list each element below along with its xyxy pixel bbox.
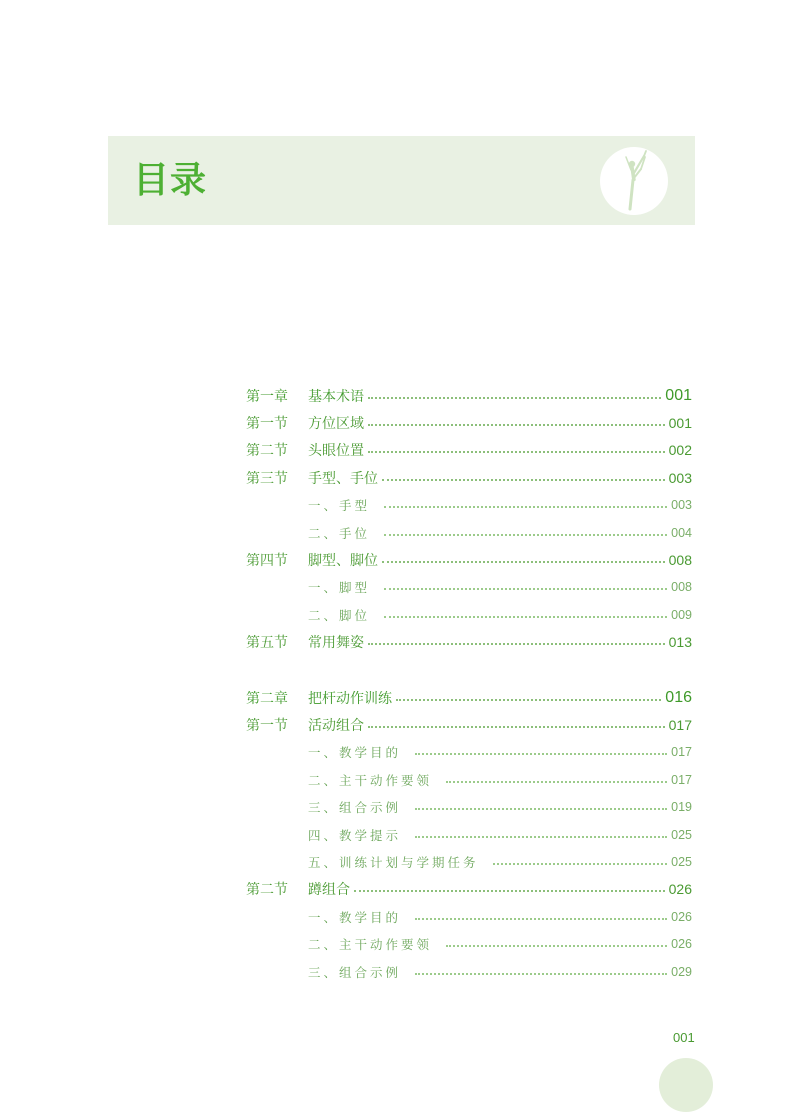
dot-leader (354, 890, 665, 892)
item-title: 三、组合示例 (308, 800, 402, 816)
item-page: 004 (671, 525, 692, 540)
toc-item[interactable] (246, 601, 692, 628)
dot-leader (384, 534, 667, 536)
section-page: 003 (668, 469, 692, 486)
section-page: 002 (668, 442, 692, 459)
section-page: 017 (668, 716, 692, 733)
item-page: 019 (671, 800, 692, 815)
section-title: 头眼位置 (308, 443, 364, 460)
item-page: 025 (671, 827, 692, 842)
chapter-page: 016 (665, 688, 692, 706)
dot-leader (396, 699, 661, 701)
chapter-title: 把杆动作训练 (308, 690, 392, 707)
dot-leader (415, 808, 667, 810)
section-title: 常用舞姿 (308, 635, 364, 652)
chapter-title: 基本术语 (308, 388, 364, 405)
section-page: 008 (668, 552, 692, 569)
toc-item[interactable] (246, 793, 692, 820)
section-label: 第三节 (246, 470, 288, 487)
chapter-gap (246, 656, 692, 684)
section-label: 第一节 (246, 416, 288, 433)
section-title: 蹲组合 (308, 882, 350, 899)
item-title: 二、主干动作要领 (308, 937, 433, 953)
toc-item[interactable] (246, 492, 692, 519)
item-title: 五、训练计划与学期任务 (308, 854, 479, 870)
toc-item[interactable] (246, 903, 692, 930)
dot-leader (446, 781, 667, 783)
page-number: 001 (673, 1030, 695, 1045)
section-title: 手型、手位 (308, 470, 378, 487)
dot-leader (368, 397, 661, 399)
section-page: 013 (668, 634, 692, 651)
item-page: 017 (671, 745, 692, 760)
section-label: 第五节 (246, 635, 288, 652)
toc-item[interactable] (246, 930, 692, 957)
toc-section[interactable] (246, 711, 692, 738)
dot-leader (415, 973, 667, 975)
item-page: 009 (671, 607, 692, 622)
toc-item[interactable] (246, 574, 692, 601)
toc-item[interactable] (246, 766, 692, 793)
item-page: 017 (671, 772, 692, 787)
chapter-label: 第一章 (246, 388, 288, 405)
toc-chapter-2[interactable] (246, 684, 692, 711)
toc-section[interactable] (246, 437, 692, 464)
item-page: 003 (671, 498, 692, 513)
section-label: 第二节 (246, 882, 288, 899)
toc-item[interactable] (246, 739, 692, 766)
item-title: 一、手型 (308, 498, 371, 514)
toc-item[interactable] (246, 958, 692, 985)
dot-leader (368, 424, 665, 426)
dot-leader (384, 588, 667, 590)
section-label: 第一节 (246, 717, 288, 734)
section-title: 脚型、脚位 (308, 553, 378, 570)
item-title: 三、组合示例 (308, 964, 402, 980)
dot-leader (384, 506, 667, 508)
toc-item[interactable] (246, 848, 692, 875)
chapter-page: 001 (665, 386, 692, 404)
section-label: 第四节 (246, 553, 288, 570)
item-title: 二、手位 (308, 525, 371, 541)
toc-item[interactable] (246, 821, 692, 848)
dot-leader (415, 836, 667, 838)
section-page: 026 (668, 881, 692, 898)
dancer-emblem (600, 147, 668, 215)
dot-leader (446, 945, 667, 947)
toc-section[interactable] (246, 546, 692, 573)
dancer-icon (600, 147, 668, 215)
dot-leader (493, 863, 668, 865)
dot-leader (415, 918, 667, 920)
item-page: 029 (671, 964, 692, 979)
item-page: 026 (671, 909, 692, 924)
page-title: 目录 (133, 160, 208, 201)
item-title: 二、脚位 (308, 607, 371, 623)
section-page: 001 (668, 415, 692, 432)
item-title: 一、脚型 (308, 580, 371, 596)
item-title: 四、教学提示 (308, 827, 402, 843)
chapter-label: 第二章 (246, 690, 288, 707)
item-title: 一、教学目的 (308, 745, 402, 761)
toc-chapter-1[interactable] (246, 382, 692, 409)
toc-section[interactable] (246, 409, 692, 436)
item-page: 025 (671, 854, 692, 869)
dot-leader (384, 616, 667, 618)
section-label: 第二节 (246, 443, 288, 460)
table-of-contents (246, 382, 692, 985)
dot-leader (382, 561, 665, 563)
dot-leader (415, 753, 667, 755)
section-title: 活动组合 (308, 717, 364, 734)
dot-leader (368, 451, 665, 453)
item-title: 二、主干动作要领 (308, 772, 433, 788)
toc-section[interactable] (246, 876, 692, 903)
toc-item[interactable] (246, 519, 692, 546)
dot-leader (368, 726, 665, 728)
item-page: 026 (671, 937, 692, 952)
dot-leader (368, 643, 665, 645)
toc-section[interactable] (246, 464, 692, 491)
toc-section[interactable] (246, 629, 692, 656)
dot-leader (382, 479, 665, 481)
section-title: 方位区域 (308, 416, 364, 433)
item-page: 008 (671, 580, 692, 595)
item-title: 一、教学目的 (308, 909, 402, 925)
corner-decoration (659, 1058, 713, 1112)
